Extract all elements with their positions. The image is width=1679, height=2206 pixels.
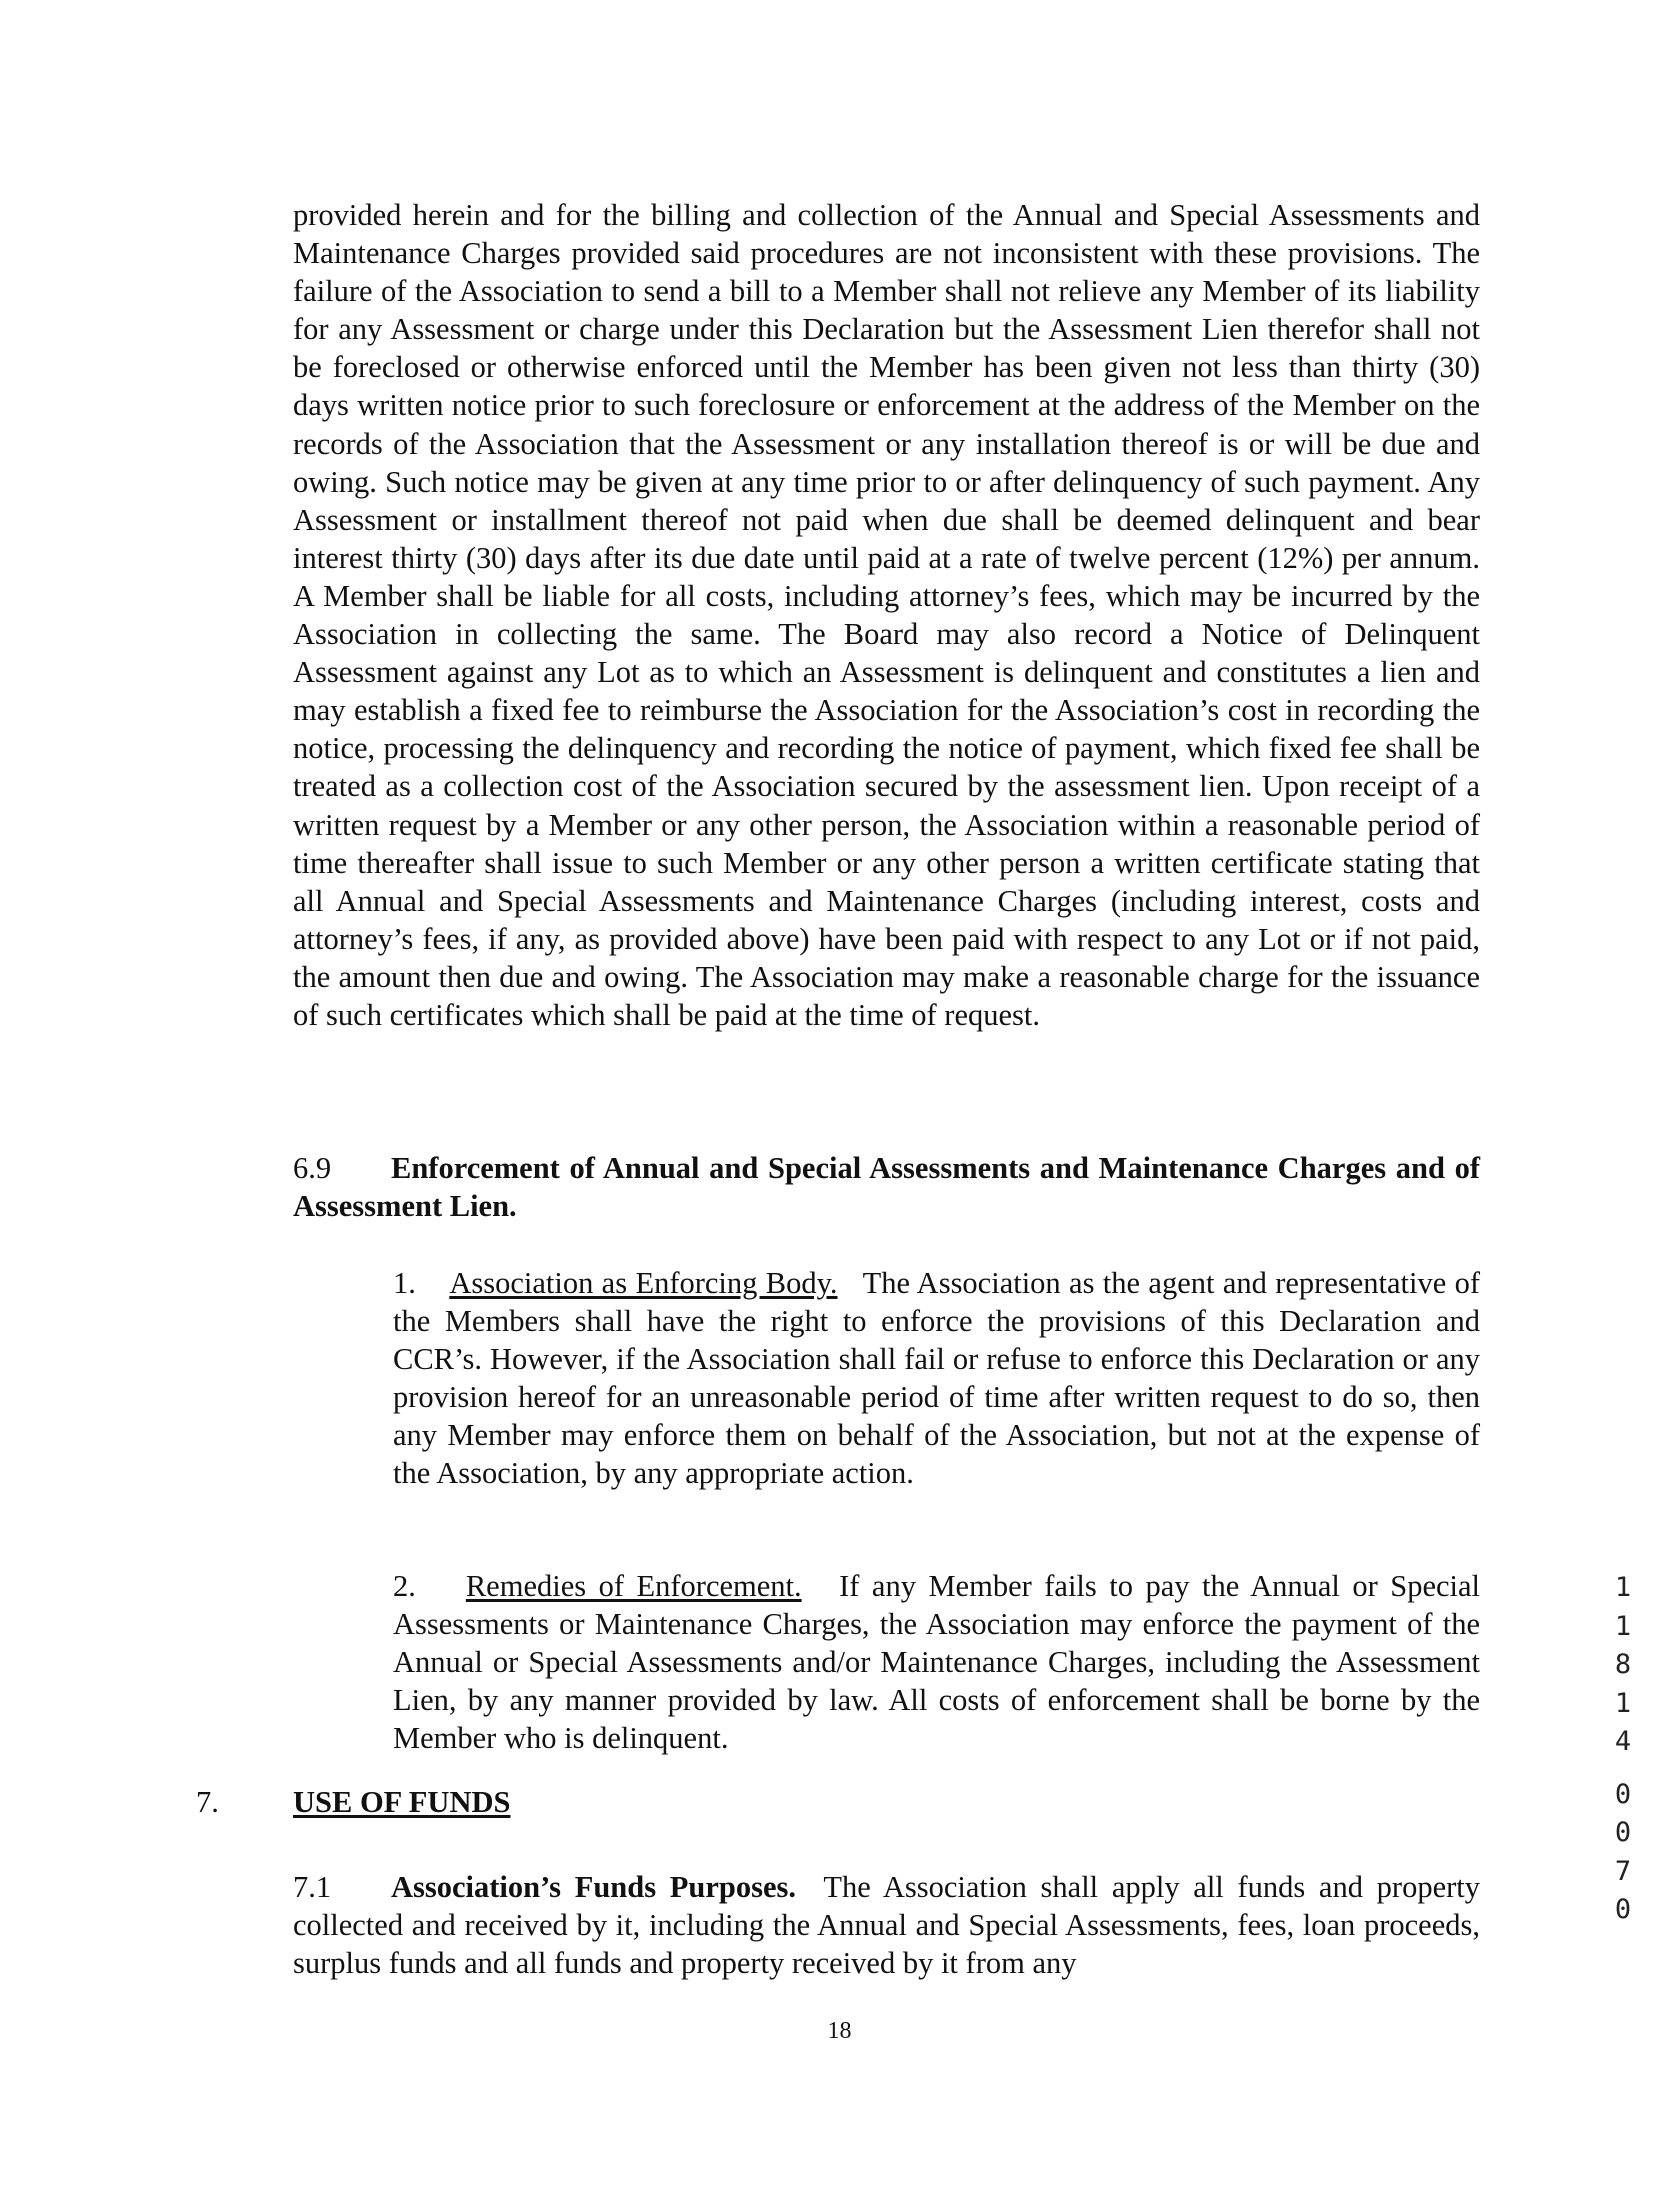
section-6-9-title: Enforcement of Annual and Special Assessments and Maintenance Charges and of Assessment Lien. [293,1151,1480,1224]
stamp-digit: 0 [1614,1894,1632,1925]
stamp-digit: 0 [1614,1778,1632,1810]
section-7-1-text: The Association shall apply all funds and property collected and received by it, including the Annual and Special Assessments, fees, loan proceeds, surplus funds and all funds and property received by it from any [293,1870,1480,1981]
stamp-digit: 1 [1614,1687,1632,1719]
stamp-digit: 0 [1614,1817,1632,1848]
section-6-9-number: 6.9 [293,1151,332,1185]
intro-paragraph: provided herein and for the billing and collection of the Annual and Special Assessments and Maintenance Charges provided said procedures are not inconsistent with these provisions. The failure of the Association to send a bill to a Member shall not relieve any Member of its liability for any Assessment or charge under this Declaration but the Assessment Lien therefor shall not be foreclosed or otherwise enforced until the Member has been given not less than thirty (30) days written notice prior to such foreclosure or enforcement at the address of the Member on the records of the Association that the Assessment or any installation thereof is or will be due and owing. Such notice may be given at any time prior to or after delinquency of such payment. Any Assessment or installment thereof not paid when due shall be deemed delinquent and bear interest thirty (30) days after its due date until paid at a rate of twelve percent (12%) per annum. A Member shall be liable for all costs, including attorney’s fees, which may be incurred by the Association in collecting the same. The Board may also record a Notice of Delinquent Assessment against any Lot as to which an Assessment is delinquent and constitutes a lien and may establish a fixed fee to reimburse the Association for the Association’s cost in recording the notice, processing the delinquency and recording the notice of payment, which fixed fee shall be treated as a collection cost of the Association secured by the assessment lien. Upon receipt of a written request by a Member or any other person, the Association within a reasonable period of time thereafter shall issue to such Member or any other person a written certificate stating that all Annual and Special Assessments and Maintenance Charges (including interest, costs and attorney’s fees, if any, as provided above) have been paid with respect to any Lot or if not paid, the amount then due and owing. The Association may make a reasonable charge for the issuance of such certificates which shall be paid at the time of request. [293,198,1480,1032]
section-7-1-number: 7.1 [293,1870,332,1904]
subsection-2-number: 2. [393,1569,416,1603]
stamp-digit: 1 [1614,1610,1632,1642]
section-7-number: 7. [196,1785,219,1819]
stamp-digit: 7 [1614,1855,1632,1887]
stamp-digit: 8 [1614,1649,1632,1680]
subsection-1-number: 1. [393,1266,416,1300]
stamp-digit: 1 [1614,1572,1632,1603]
recording-number-stamp [1606,1569,1640,1930]
section-7-1-title: Association’s Funds Purposes. [391,1870,797,1904]
subsection-1-heading: Association as Enforcing Body. [449,1266,838,1300]
section-6-9-heading [293,1149,1480,1225]
section-7-title: USE OF FUNDS [293,1785,511,1819]
subsection-2-text: If any Member fails to pay the Annual or Special Assessments or Maintenance Charges, the Association may enforce the payment of the Annual or Special Assessments and/or Maintenance Charges, including the Assessment Lien, by any manner provided by law. All costs of enforcement shall be borne by the Member who is delinquent. [393,1569,1481,1756]
subsection-1-text: The Association as the agent and representative of the Members shall have the right to enforce the provisions of this Declaration and CCR’s. However, if the Association shall fail or refuse to enforce this Declaration or any provision hereof for an unreasonable period of time after written request to do so, then any Member may enforce them on behalf of the Association, but not at the expense of the Association, by any appropriate action. [393,1266,1481,1491]
page-number: 18 [827,2018,852,2044]
section-7-1-paragraph [293,1868,1480,1982]
stamp-gap [1606,1762,1640,1776]
stamp-digit: 4 [1614,1726,1632,1757]
subsection-2-paragraph [393,1567,1480,1757]
subsection-2-heading: Remedies of Enforcement. [465,1569,802,1603]
subsection-1-paragraph [393,1264,1480,1493]
